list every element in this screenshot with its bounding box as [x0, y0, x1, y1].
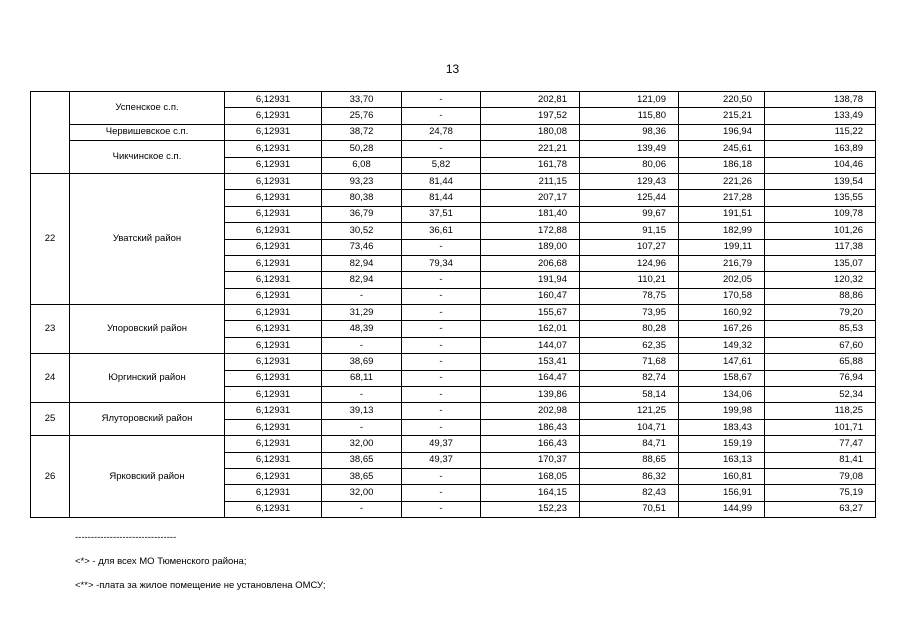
- municipality-name-cell: Юргинский район: [70, 354, 225, 403]
- value-cell: 162,01: [481, 321, 580, 337]
- value-cell: 155,67: [481, 305, 580, 321]
- value-cell: 36,61: [402, 223, 481, 239]
- value-cell: 168,05: [481, 468, 580, 484]
- value-cell: -: [322, 337, 402, 353]
- value-cell: 6,12931: [225, 485, 322, 501]
- value-cell: 216,79: [679, 255, 765, 271]
- value-cell: 6,12931: [225, 239, 322, 255]
- value-cell: 62,35: [580, 337, 679, 353]
- value-cell: 6,12931: [225, 255, 322, 271]
- value-cell: 81,44: [402, 190, 481, 206]
- value-cell: -: [402, 501, 481, 517]
- value-cell: 78,75: [580, 288, 679, 304]
- value-cell: 6,12931: [225, 419, 322, 435]
- municipality-name-cell: Упоровский район: [70, 305, 225, 354]
- value-cell: 172,88: [481, 223, 580, 239]
- value-cell: 6,12931: [225, 354, 322, 370]
- value-cell: 63,27: [765, 501, 876, 517]
- value-cell: 79,34: [402, 255, 481, 271]
- value-cell: 6,12931: [225, 272, 322, 288]
- value-cell: 71,68: [580, 354, 679, 370]
- value-cell: 115,80: [580, 108, 679, 124]
- value-cell: 76,94: [765, 370, 876, 386]
- value-cell: 199,98: [679, 403, 765, 419]
- value-cell: 82,74: [580, 370, 679, 386]
- value-cell: 50,28: [322, 141, 402, 157]
- value-cell: 73,95: [580, 305, 679, 321]
- value-cell: 158,67: [679, 370, 765, 386]
- value-cell: -: [402, 354, 481, 370]
- value-cell: -: [402, 92, 481, 108]
- value-cell: -: [402, 403, 481, 419]
- value-cell: 36,79: [322, 206, 402, 222]
- table-row: [31, 436, 876, 452]
- value-cell: 115,22: [765, 124, 876, 140]
- table-row: [31, 305, 876, 321]
- value-cell: 6,12931: [225, 288, 322, 304]
- value-cell: 197,52: [481, 108, 580, 124]
- municipality-name-cell: Ялуторовский район: [70, 403, 225, 436]
- value-cell: 6,12931: [225, 403, 322, 419]
- value-cell: 6,12931: [225, 190, 322, 206]
- value-cell: 206,68: [481, 255, 580, 271]
- value-cell: -: [402, 141, 481, 157]
- value-cell: 6,12931: [225, 173, 322, 189]
- value-cell: -: [402, 108, 481, 124]
- value-cell: -: [402, 419, 481, 435]
- table-row: [31, 141, 876, 157]
- value-cell: 139,49: [580, 141, 679, 157]
- value-cell: 124,96: [580, 255, 679, 271]
- municipality-name-cell: Ярковский район: [70, 436, 225, 518]
- municipality-name-cell: Уватский район: [70, 173, 225, 304]
- value-cell: 81,44: [402, 173, 481, 189]
- value-cell: 181,40: [481, 206, 580, 222]
- value-cell: 73,46: [322, 239, 402, 255]
- value-cell: 129,43: [580, 173, 679, 189]
- value-cell: 186,18: [679, 157, 765, 173]
- value-cell: 70,51: [580, 501, 679, 517]
- value-cell: 107,27: [580, 239, 679, 255]
- value-cell: 135,07: [765, 255, 876, 271]
- value-cell: 82,94: [322, 255, 402, 271]
- footnotes: [75, 526, 326, 598]
- value-cell: 38,65: [322, 468, 402, 484]
- value-cell: 38,69: [322, 354, 402, 370]
- municipality-name-cell: Успенское с.п.: [70, 92, 225, 125]
- value-cell: 6,12931: [225, 468, 322, 484]
- value-cell: 186,43: [481, 419, 580, 435]
- value-cell: 84,71: [580, 436, 679, 452]
- value-cell: 160,47: [481, 288, 580, 304]
- value-cell: 164,47: [481, 370, 580, 386]
- municipality-name-cell: Чикчинское с.п.: [70, 141, 225, 174]
- group-number-cell: 24: [31, 354, 70, 403]
- value-cell: 68,11: [322, 370, 402, 386]
- value-cell: 120,32: [765, 272, 876, 288]
- value-cell: 99,67: [580, 206, 679, 222]
- value-cell: 159,19: [679, 436, 765, 452]
- value-cell: 138,78: [765, 92, 876, 108]
- value-cell: 38,72: [322, 124, 402, 140]
- value-cell: 6,12931: [225, 141, 322, 157]
- value-cell: 5,82: [402, 157, 481, 173]
- value-cell: 152,23: [481, 501, 580, 517]
- value-cell: 202,81: [481, 92, 580, 108]
- value-cell: 221,21: [481, 141, 580, 157]
- value-cell: 202,05: [679, 272, 765, 288]
- value-cell: 85,53: [765, 321, 876, 337]
- value-cell: -: [322, 288, 402, 304]
- table-row: [31, 403, 876, 419]
- group-number-cell: 23: [31, 305, 70, 354]
- value-cell: 121,25: [580, 403, 679, 419]
- value-cell: 49,37: [402, 436, 481, 452]
- value-cell: 49,37: [402, 452, 481, 468]
- value-cell: 221,26: [679, 173, 765, 189]
- value-cell: -: [402, 337, 481, 353]
- group-number-cell: [31, 92, 70, 174]
- value-cell: 196,94: [679, 124, 765, 140]
- value-cell: 101,26: [765, 223, 876, 239]
- value-cell: 117,38: [765, 239, 876, 255]
- value-cell: 164,15: [481, 485, 580, 501]
- footnote-2: <**> -плата за жилое помещение не установлена ОМСУ;: [75, 580, 326, 591]
- value-cell: 93,23: [322, 173, 402, 189]
- value-cell: 125,44: [580, 190, 679, 206]
- value-cell: 183,43: [679, 419, 765, 435]
- value-cell: 79,08: [765, 468, 876, 484]
- value-cell: 25,76: [322, 108, 402, 124]
- value-cell: 160,81: [679, 468, 765, 484]
- value-cell: 80,38: [322, 190, 402, 206]
- value-cell: 32,00: [322, 436, 402, 452]
- value-cell: 79,20: [765, 305, 876, 321]
- value-cell: -: [402, 288, 481, 304]
- value-cell: 48,39: [322, 321, 402, 337]
- value-cell: 149,32: [679, 337, 765, 353]
- value-cell: 80,06: [580, 157, 679, 173]
- value-cell: 6,12931: [225, 452, 322, 468]
- value-cell: 163,89: [765, 141, 876, 157]
- value-cell: -: [402, 272, 481, 288]
- value-cell: -: [402, 485, 481, 501]
- value-cell: 104,71: [580, 419, 679, 435]
- value-cell: 6,12931: [225, 321, 322, 337]
- value-cell: 166,43: [481, 436, 580, 452]
- value-cell: 144,07: [481, 337, 580, 353]
- value-cell: 6,12931: [225, 387, 322, 403]
- value-cell: 31,29: [322, 305, 402, 321]
- value-cell: 65,88: [765, 354, 876, 370]
- table-row: [31, 124, 876, 140]
- value-cell: 39,13: [322, 403, 402, 419]
- value-cell: -: [322, 387, 402, 403]
- value-cell: 6,12931: [225, 157, 322, 173]
- value-cell: 101,71: [765, 419, 876, 435]
- value-cell: 88,86: [765, 288, 876, 304]
- group-number-cell: 25: [31, 403, 70, 436]
- value-cell: 58,14: [580, 387, 679, 403]
- value-cell: 6,12931: [225, 108, 322, 124]
- value-cell: 207,17: [481, 190, 580, 206]
- value-cell: 215,21: [679, 108, 765, 124]
- value-cell: -: [402, 321, 481, 337]
- value-cell: 133,49: [765, 108, 876, 124]
- value-cell: 191,94: [481, 272, 580, 288]
- value-cell: 202,98: [481, 403, 580, 419]
- value-cell: 147,61: [679, 354, 765, 370]
- value-cell: 98,36: [580, 124, 679, 140]
- group-number-cell: 26: [31, 436, 70, 518]
- value-cell: 180,08: [481, 124, 580, 140]
- value-cell: 121,09: [580, 92, 679, 108]
- value-cell: 189,00: [481, 239, 580, 255]
- value-cell: 182,99: [679, 223, 765, 239]
- value-cell: 170,58: [679, 288, 765, 304]
- value-cell: 80,28: [580, 321, 679, 337]
- table-row: [31, 92, 876, 108]
- value-cell: -: [402, 468, 481, 484]
- value-cell: 6,12931: [225, 223, 322, 239]
- value-cell: 37,51: [402, 206, 481, 222]
- value-cell: 135,55: [765, 190, 876, 206]
- value-cell: -: [402, 305, 481, 321]
- value-cell: 6,12931: [225, 436, 322, 452]
- value-cell: 163,13: [679, 452, 765, 468]
- value-cell: 6,12931: [225, 124, 322, 140]
- value-cell: -: [402, 387, 481, 403]
- value-cell: -: [402, 239, 481, 255]
- value-cell: 118,25: [765, 403, 876, 419]
- group-number-cell: 22: [31, 173, 70, 304]
- municipality-name-cell: Червишевское с.п.: [70, 124, 225, 140]
- value-cell: 32,00: [322, 485, 402, 501]
- footnote-separator: --------------------------------: [75, 532, 177, 543]
- tariff-table: [30, 91, 876, 518]
- value-cell: 139,86: [481, 387, 580, 403]
- value-cell: 191,51: [679, 206, 765, 222]
- value-cell: 6,12931: [225, 206, 322, 222]
- page-number: 13: [445, 62, 460, 76]
- value-cell: 161,78: [481, 157, 580, 173]
- value-cell: 156,91: [679, 485, 765, 501]
- value-cell: 217,28: [679, 190, 765, 206]
- value-cell: 134,06: [679, 387, 765, 403]
- value-cell: 6,12931: [225, 501, 322, 517]
- footnote-1: <*> - для всех МО Тюменского района;: [75, 556, 247, 567]
- value-cell: 82,94: [322, 272, 402, 288]
- value-cell: -: [322, 419, 402, 435]
- value-cell: 199,11: [679, 239, 765, 255]
- value-cell: 88,65: [580, 452, 679, 468]
- value-cell: 170,37: [481, 452, 580, 468]
- value-cell: 91,15: [580, 223, 679, 239]
- value-cell: 52,34: [765, 387, 876, 403]
- table-row: [31, 354, 876, 370]
- value-cell: 38,65: [322, 452, 402, 468]
- value-cell: 6,08: [322, 157, 402, 173]
- value-cell: 139,54: [765, 173, 876, 189]
- value-cell: 24,78: [402, 124, 481, 140]
- value-cell: 67,60: [765, 337, 876, 353]
- value-cell: 167,26: [679, 321, 765, 337]
- value-cell: 153,41: [481, 354, 580, 370]
- table-row: [31, 173, 876, 189]
- value-cell: 81,41: [765, 452, 876, 468]
- value-cell: 220,50: [679, 92, 765, 108]
- value-cell: 30,52: [322, 223, 402, 239]
- value-cell: 110,21: [580, 272, 679, 288]
- value-cell: 82,43: [580, 485, 679, 501]
- value-cell: 160,92: [679, 305, 765, 321]
- value-cell: 211,15: [481, 173, 580, 189]
- value-cell: 33,70: [322, 92, 402, 108]
- value-cell: -: [322, 501, 402, 517]
- value-cell: 6,12931: [225, 370, 322, 386]
- value-cell: 6,12931: [225, 305, 322, 321]
- value-cell: 104,46: [765, 157, 876, 173]
- value-cell: -: [402, 370, 481, 386]
- value-cell: 6,12931: [225, 337, 322, 353]
- value-cell: 77,47: [765, 436, 876, 452]
- value-cell: 144,99: [679, 501, 765, 517]
- value-cell: 245,61: [679, 141, 765, 157]
- value-cell: 109,78: [765, 206, 876, 222]
- value-cell: 86,32: [580, 468, 679, 484]
- value-cell: 6,12931: [225, 92, 322, 108]
- value-cell: 75,19: [765, 485, 876, 501]
